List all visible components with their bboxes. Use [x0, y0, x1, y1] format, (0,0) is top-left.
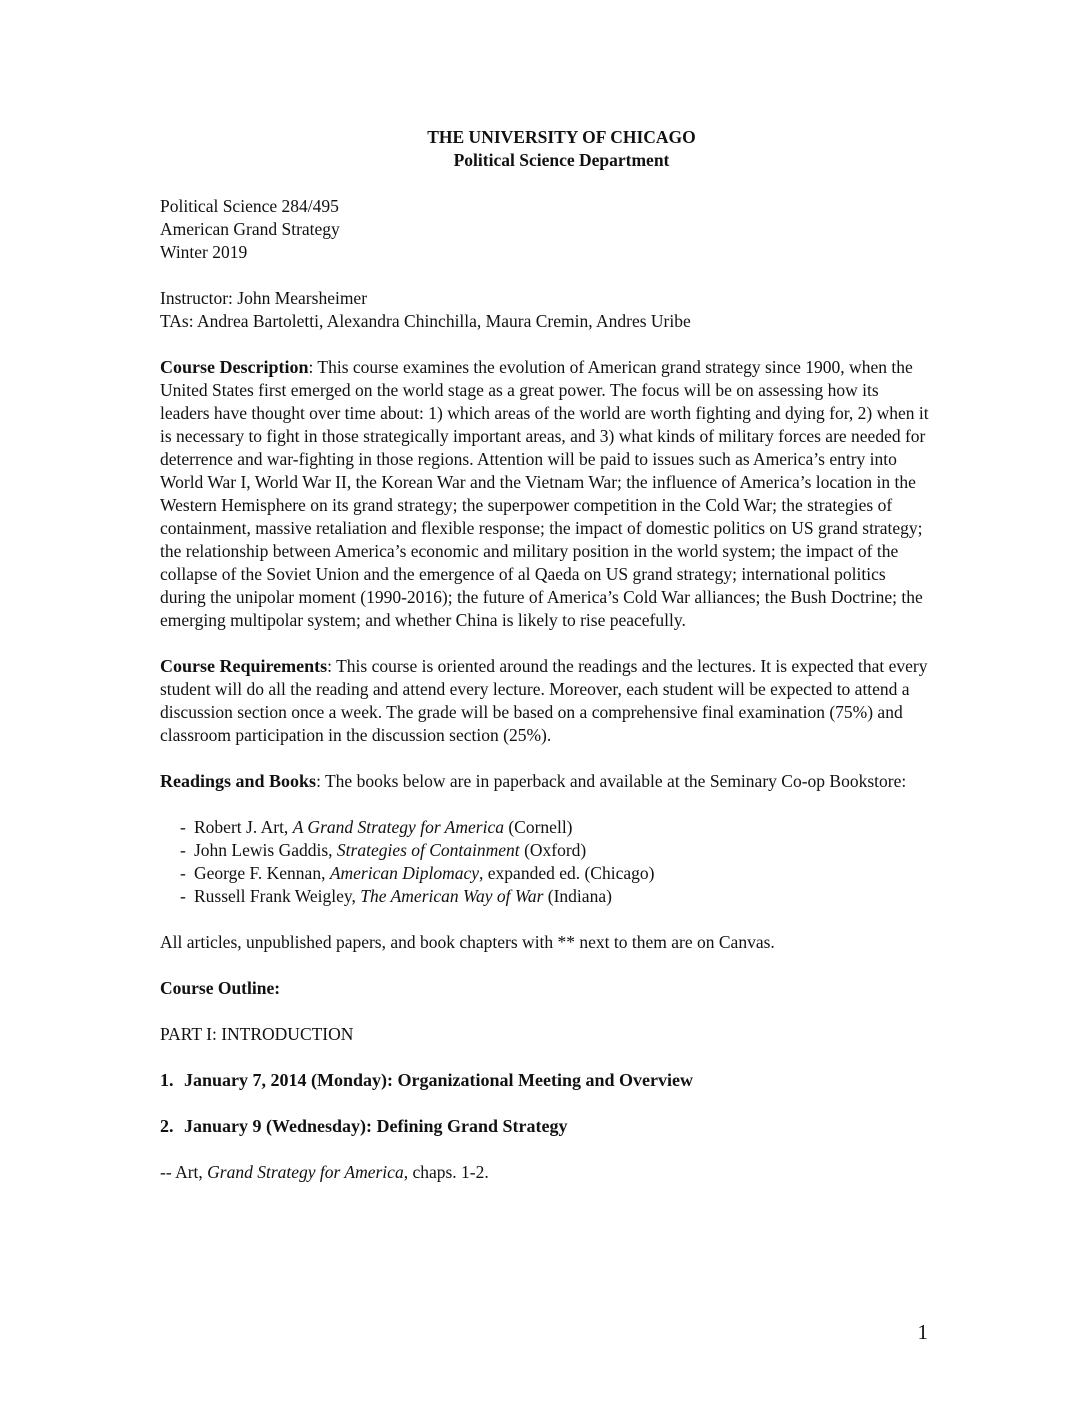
list-item	[180, 885, 930, 908]
course-outline-heading: Course Outline:	[160, 978, 281, 998]
canvas-note: All articles, unpublished papers, and book chapters with ** next to them are on Canvas.	[160, 932, 775, 952]
session-number: 2.	[160, 1116, 174, 1136]
course-term: Winter 2019	[160, 242, 248, 262]
book-title: The American Way of War	[360, 886, 544, 906]
department-name: Political Science Department	[453, 150, 670, 170]
course-info	[160, 195, 930, 264]
course-description-text: : This course examines the evolution of American grand strategy since 1900, when the United States first emerged on the world stage as a great power. The focus will be on assessing how its leaders have thought over time about: 1) which areas of the world are worth fighting and dying for, 2) when it is necessary to fight in those strategically important areas, and 3) what kinds of military forces are needed for deterrence and war-fighting in those regions. Attention will be paid to issues such as America’s entry into World War I, World War II, the Korean War and the Vietnam War; the influence of America’s location in the Western Hemisphere on its grand strategy; the superpower competition in the Cold War; the strategies of containment, massive retaliation and flexible response; the impact of domestic politics on US grand strategy; the relationship between America’s economic and military position in the world system; the impact of the collapse of the Soviet Union and the emergence of al Qaeda on US grand strategy; international politics during the unipolar moment (1990-2016); the future of America’s Cold War alliances; the Bush Doctrine; the emerging multipolar system; and whether China is likely to rise peacefully.	[160, 357, 929, 630]
book-publisher: , expanded ed. (Chicago)	[479, 863, 655, 883]
session-title: January 9 (Wednesday): Defining Grand Strategy	[184, 1116, 568, 1136]
course-description-label: Course Description	[160, 357, 309, 377]
reading-title: Grand Strategy for America	[207, 1162, 404, 1182]
book-author: Russell Frank Weigley,	[194, 886, 361, 906]
syllabus-page	[160, 126, 930, 1184]
reading-prefix: -- Art,	[160, 1162, 208, 1182]
readings-label: Readings and Books	[160, 771, 317, 791]
course-number: Political Science 284/495	[160, 196, 339, 216]
page-number: 1	[917, 1320, 928, 1344]
instructor: Instructor: John Mearsheimer	[160, 288, 368, 308]
list-dash: -	[180, 840, 186, 860]
book-publisher: (Cornell)	[503, 817, 573, 837]
session-item	[160, 1069, 930, 1092]
assigned-reading	[160, 1161, 930, 1184]
teaching-assistants: TAs: Andrea Bartoletti, Alexandra Chinchilla, Maura Cremin, Andres Uribe	[160, 311, 691, 331]
part-heading: PART I: INTRODUCTION	[160, 1024, 354, 1044]
staff-info	[160, 287, 930, 333]
book-author: Robert J. Art,	[194, 817, 293, 837]
session-title: January 7, 2014 (Monday): Organizational Meeting and Overview	[184, 1070, 693, 1090]
list-item	[180, 816, 930, 839]
book-title: Strategies of Containment	[336, 840, 520, 860]
course-title: American Grand Strategy	[160, 219, 340, 239]
session-number: 1.	[160, 1070, 174, 1090]
list-dash: -	[180, 863, 186, 883]
document-header	[193, 126, 930, 172]
course-description	[160, 356, 930, 632]
list-dash: -	[180, 886, 186, 906]
course-requirements-text: : This course is oriented around the readings and the lectures. It is expected that every student will do all the reading and attend every lecture. Moreover, each student will be expected to attend a discussion section once a week. The grade will be based on a comprehensive final examination (75%) and classroom participation in the discussion section (25%).	[160, 656, 928, 745]
book-title: American Diplomacy	[329, 863, 480, 883]
course-requirements	[160, 655, 930, 747]
reading-suffix: , chaps. 1-2.	[403, 1162, 489, 1182]
list-dash: -	[180, 817, 186, 837]
readings-and-books	[160, 770, 930, 793]
readings-text: : The books below are in paperback and available at the Seminary Co-op Bookstore:	[316, 771, 907, 791]
list-item	[180, 839, 930, 862]
session-item	[160, 1115, 930, 1138]
book-publisher: (Oxford)	[519, 840, 587, 860]
university-name: THE UNIVERSITY OF CHICAGO	[427, 127, 696, 147]
book-title: A Grand Strategy for America	[292, 817, 504, 837]
book-author: George F. Kennan,	[194, 863, 330, 883]
book-author: John Lewis Gaddis,	[194, 840, 337, 860]
list-item	[180, 862, 930, 885]
book-list	[160, 816, 930, 908]
course-requirements-label: Course Requirements	[160, 656, 328, 676]
book-publisher: (Indiana)	[543, 886, 612, 906]
